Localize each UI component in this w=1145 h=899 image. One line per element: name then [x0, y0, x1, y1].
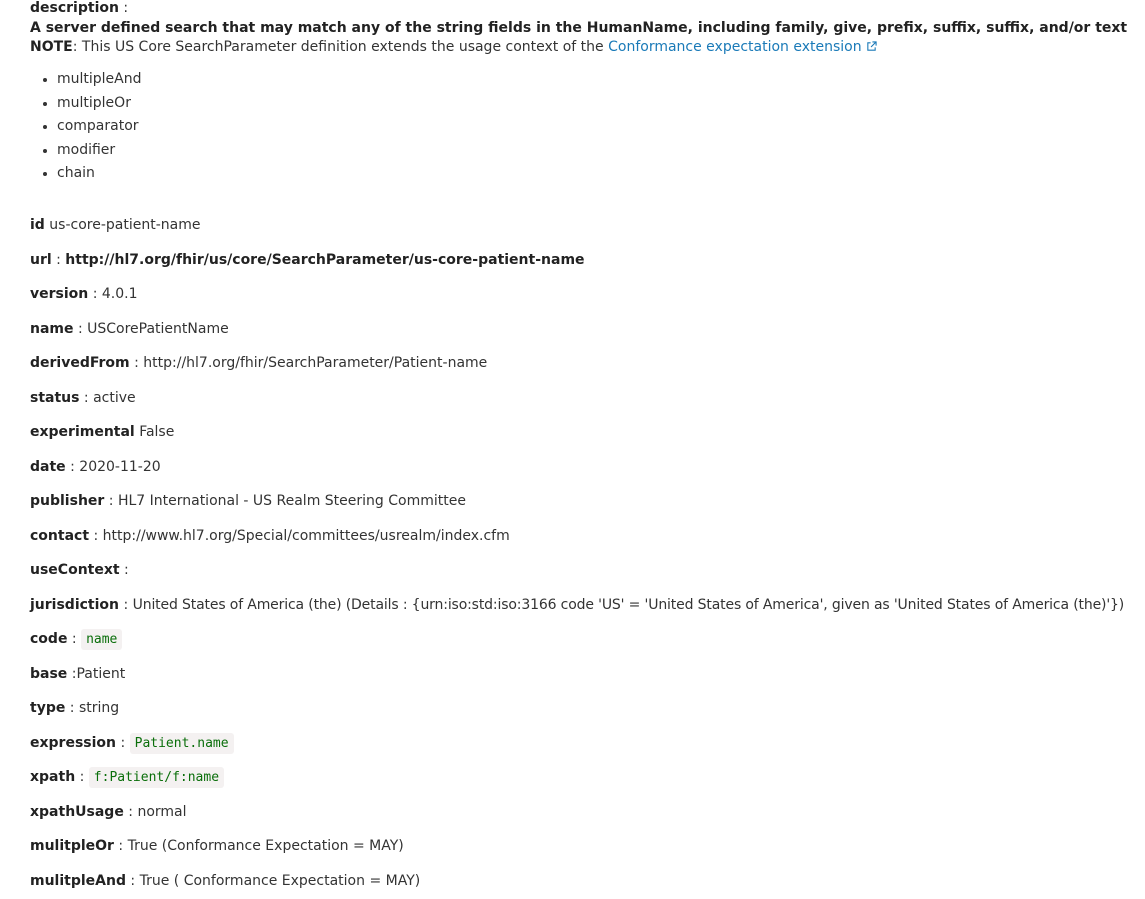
field-label: id	[30, 217, 45, 233]
note-line	[30, 37, 877, 57]
field-label: mulitpleAnd	[30, 873, 126, 889]
field-date: date : 2020-11-20	[30, 459, 161, 475]
list-item: modifier	[57, 139, 142, 163]
field-label: xpathUsage	[30, 804, 124, 820]
field-label: publisher	[30, 493, 105, 509]
field-id	[30, 215, 200, 235]
field-value: True (Conformance Expectation = MAY)	[127, 838, 404, 854]
list-item: multipleAnd	[57, 68, 142, 92]
field-label: mulitpleOr	[30, 838, 114, 854]
external-link-icon	[866, 41, 877, 52]
field-value: HL7 International - US Realm Steering Committee	[117, 493, 466, 509]
field-value: True ( Conformance Expectation = MAY)	[139, 873, 421, 889]
field-label: date	[30, 459, 66, 475]
list-item: comparator	[57, 115, 142, 139]
field-value: name	[81, 629, 122, 650]
field-xpath: xpath : f:Patient/f:name	[30, 767, 224, 788]
field-label: base	[30, 666, 68, 682]
capability-list	[30, 68, 142, 186]
field-value: USCorePatientName	[87, 321, 229, 337]
note-text: : This US Core SearchParameter definition extends the usage context of the	[72, 39, 609, 55]
field-label: version	[30, 286, 89, 302]
field-url: url : http://hl7.org/fhir/us/core/SearchParameter/us-core-patient-name	[30, 252, 585, 268]
field-expression: expression : Patient.name	[30, 733, 234, 754]
description-label: description	[30, 0, 119, 16]
field-use-context: useContext :	[30, 562, 129, 578]
field-value: Patient	[76, 666, 126, 682]
field-type: type : string	[30, 700, 120, 716]
field-label: experimental	[30, 424, 135, 440]
field-value: 2020-11-20	[79, 459, 161, 475]
field-label: jurisdiction	[30, 597, 119, 613]
field-publisher: publisher : HL7 International - US Realm Steering Committee	[30, 493, 466, 509]
list-item: multipleOr	[57, 92, 142, 116]
field-value: normal	[137, 804, 187, 820]
field-experimental	[30, 422, 174, 442]
field-version: version : 4.0.1	[30, 286, 138, 302]
description-heading	[30, 0, 128, 18]
description-text: A server defined search that may match any of the string fields in the HumanName, including family, give, prefix, suffix, suffix, and/or text	[30, 20, 1128, 36]
field-status: status : active	[30, 390, 136, 406]
conformance-expectation-link-text: Conformance expectation extension	[608, 39, 862, 55]
list-item: chain	[57, 162, 142, 186]
field-label: useContext	[30, 562, 120, 578]
note-label: NOTE	[30, 39, 73, 55]
field-label: name	[30, 321, 74, 337]
field-value: http://hl7.org/fhir/us/core/SearchParameter/us-core-patient-name	[65, 252, 585, 268]
field-code: code : name	[30, 629, 122, 650]
field-value: f:Patient/f:name	[89, 767, 224, 788]
field-label: derivedFrom	[30, 355, 130, 371]
field-value: active	[93, 390, 136, 406]
field-value: string	[78, 700, 120, 716]
field-label: expression	[30, 735, 116, 751]
field-contact: contact : http://www.hl7.org/Special/committees/usrealm/index.cfm	[30, 528, 510, 544]
field-value: http://hl7.org/fhir/SearchParameter/Patient-name	[143, 355, 488, 371]
field-label: contact	[30, 528, 90, 544]
field-multiple-and: mulitpleAnd : True ( Conformance Expectation = MAY)	[30, 873, 421, 889]
field-name: name : USCorePatientName	[30, 321, 229, 337]
field-value: United States of America (the) (Details : {urn:iso:std:iso:3166 code 'US' = 'United States of America', given as 'United States of America (the)'})	[132, 597, 1125, 613]
description-sep: :	[123, 0, 129, 16]
field-multiple-or: mulitpleOr : True (Conformance Expectation = MAY)	[30, 838, 404, 854]
field-label: xpath	[30, 769, 76, 785]
field-xpath-usage: xpathUsage : normal	[30, 804, 187, 820]
field-jurisdiction: jurisdiction : United States of America (the) (Details : {urn:iso:std:iso:3166 code 'US' = 'United States of America', given as 'United States of America (the)'})	[30, 597, 1125, 613]
field-label: status	[30, 390, 80, 406]
field-value: 4.0.1	[101, 286, 138, 302]
field-derived-from: derivedFrom : http://hl7.org/fhir/SearchParameter/Patient-name	[30, 355, 488, 371]
field-value: Patient.name	[130, 733, 234, 754]
field-value: False	[139, 424, 175, 440]
field-value: us-core-patient-name	[49, 217, 201, 233]
field-value: http://www.hl7.org/Special/committees/usrealm/index.cfm	[102, 528, 510, 544]
field-label: url	[30, 252, 52, 268]
field-base: base :Patient	[30, 666, 126, 682]
conformance-expectation-link[interactable]	[608, 39, 877, 55]
field-label: code	[30, 631, 68, 647]
field-label: type	[30, 700, 66, 716]
